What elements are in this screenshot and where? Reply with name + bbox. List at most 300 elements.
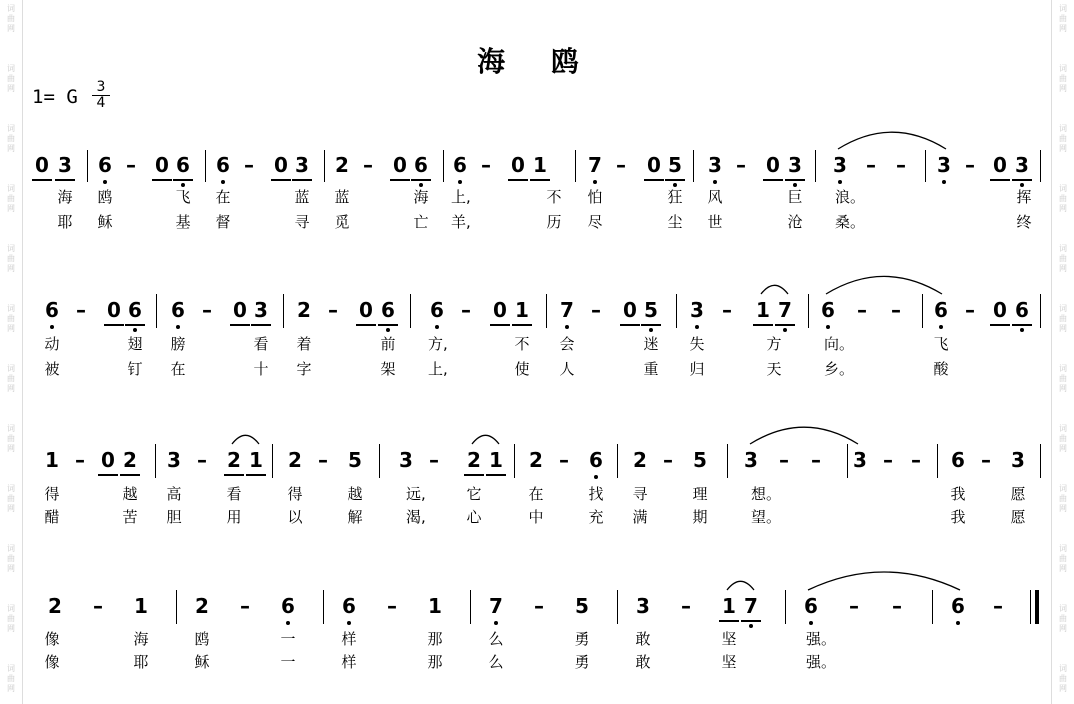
lyric-2-char: 被 <box>44 360 60 378</box>
lyric-2-char: 督 <box>215 213 231 231</box>
note: 0 <box>155 153 169 177</box>
note: 1 <box>249 448 263 472</box>
watermark-char: 曲 <box>7 614 15 623</box>
dash-extension: – <box>197 448 207 472</box>
slur-arc <box>750 427 858 444</box>
lyric-2-char: 耶 <box>57 213 73 231</box>
note: 3 <box>1015 153 1029 177</box>
note: 6 <box>589 448 603 472</box>
note: 0 <box>623 298 637 322</box>
lyric-2-char: 基 <box>175 213 191 231</box>
note: 1 <box>428 594 442 618</box>
dash-extension: – <box>318 448 328 472</box>
lyric-2-char: 坚 <box>721 653 737 671</box>
watermark-char: 网 <box>7 384 15 393</box>
note: 3 <box>690 298 704 322</box>
lyric-2-char: 望。 <box>751 508 782 526</box>
lyric-2-char: 胆 <box>166 508 182 526</box>
note: 2 <box>335 153 349 177</box>
lyric-2-char: 乡。 <box>824 360 855 378</box>
note: 5 <box>575 594 589 618</box>
note: 5 <box>668 153 682 177</box>
lyric-1-char: 理 <box>692 485 708 503</box>
watermark-char: 曲 <box>1059 74 1067 83</box>
note: 0 <box>493 298 507 322</box>
lyric-2-char: 人 <box>559 360 575 378</box>
dash-extension: – <box>534 594 544 618</box>
lyric-1-char: 方 <box>766 335 782 353</box>
lyric-2-char: 强。 <box>806 653 837 671</box>
watermark-char: 词 <box>1059 244 1067 253</box>
lyric-2-char: 愿 <box>1010 508 1026 526</box>
dash-extension: – <box>481 153 491 177</box>
lyric-1-char: 寻 <box>632 485 648 503</box>
lyric-1-char: 得 <box>44 485 60 503</box>
watermark-char: 曲 <box>7 314 15 323</box>
slur-arc <box>838 132 946 149</box>
note: 2 <box>467 448 481 472</box>
lyric-1-char: 着 <box>296 335 312 353</box>
watermark-char: 网 <box>1059 264 1067 273</box>
dash-extension: – <box>779 448 789 472</box>
watermark-char: 曲 <box>1059 194 1067 203</box>
watermark-char: 曲 <box>1059 134 1067 143</box>
lyric-2-char: 归 <box>689 360 705 378</box>
dash-extension: – <box>736 153 746 177</box>
watermark-char: 曲 <box>1059 614 1067 623</box>
lyric-2-char: 重 <box>643 360 659 378</box>
lyric-2-char: 苦 <box>122 508 138 526</box>
watermark-char: 网 <box>7 504 15 513</box>
dash-extension: – <box>240 594 250 618</box>
watermark-char: 网 <box>1059 24 1067 33</box>
watermark-char: 词 <box>1059 484 1067 493</box>
note: 0 <box>233 298 247 322</box>
lyric-2-char: 钉 <box>127 360 143 378</box>
watermark-char: 网 <box>1059 504 1067 513</box>
note: 6 <box>1015 298 1029 322</box>
lyric-2-char: 字 <box>296 360 312 378</box>
lyric-1-char: 飞 <box>175 188 191 206</box>
note: 6 <box>171 298 185 322</box>
lyric-1-char: 失 <box>689 335 705 353</box>
watermark-char: 网 <box>1059 684 1067 693</box>
dash-extension: – <box>993 594 1003 618</box>
watermark-char: 网 <box>7 444 15 453</box>
watermark-char: 词 <box>7 304 15 313</box>
lyric-1-char: 在 <box>528 485 544 503</box>
note: 3 <box>254 298 268 322</box>
lyric-2-char: 历 <box>546 213 562 231</box>
lyric-1-char: 蓝 <box>334 188 350 206</box>
lyric-2-char: 充 <box>588 508 604 526</box>
watermark-char: 曲 <box>1059 434 1067 443</box>
lyric-2-char: 世 <box>707 213 723 231</box>
watermark-char: 网 <box>1059 144 1067 153</box>
watermark-char: 词 <box>7 124 15 133</box>
watermark-char: 网 <box>7 264 15 273</box>
note: 7 <box>744 594 758 618</box>
lyric-2-char: 期 <box>692 508 708 526</box>
watermark-char: 词 <box>7 664 15 673</box>
note: 6 <box>804 594 818 618</box>
lyric-1-char: 海 <box>413 188 429 206</box>
watermark-char: 曲 <box>1059 314 1067 323</box>
watermark-char: 曲 <box>1059 14 1067 23</box>
lyric-1-char: 越 <box>347 485 363 503</box>
watermark-char: 曲 <box>1059 374 1067 383</box>
note: 3 <box>167 448 181 472</box>
note: 6 <box>414 153 428 177</box>
note: 2 <box>227 448 241 472</box>
dash-extension: – <box>461 298 471 322</box>
watermark-char: 词 <box>7 484 15 493</box>
note: 3 <box>708 153 722 177</box>
lyric-2-char: 使 <box>514 360 530 378</box>
watermark-char: 网 <box>1059 84 1067 93</box>
slur-arc <box>232 435 259 444</box>
lyric-1-char: 它 <box>466 485 482 503</box>
key-signature: 1= G <box>32 86 78 108</box>
lyric-2-char: 觅 <box>334 213 350 231</box>
lyric-2-char: 那 <box>427 653 443 671</box>
watermark-char: 词 <box>1059 664 1067 673</box>
lyric-2-char: 渴, <box>406 508 426 526</box>
watermark-char: 网 <box>7 204 15 213</box>
note: 6 <box>951 594 965 618</box>
dash-extension: – <box>892 594 902 618</box>
dash-extension: – <box>328 298 338 322</box>
watermark-char: 网 <box>1059 384 1067 393</box>
watermark-char: 词 <box>1059 124 1067 133</box>
watermark-char: 网 <box>1059 204 1067 213</box>
lyric-2-char: 稣 <box>194 653 210 671</box>
lyric-1-char: 不 <box>546 188 562 206</box>
lyric-1-char: 巨 <box>787 188 803 206</box>
lyric-1-char: 不 <box>514 335 530 353</box>
note: 3 <box>1011 448 1025 472</box>
lyric-1-char: 风 <box>707 188 723 206</box>
lyric-1-char: 蓝 <box>294 188 310 206</box>
watermark-char: 词 <box>1059 304 1067 313</box>
note: 2 <box>288 448 302 472</box>
note: 6 <box>453 153 467 177</box>
note: 0 <box>274 153 288 177</box>
watermark-char: 词 <box>1059 184 1067 193</box>
dash-extension: – <box>616 153 626 177</box>
note: 0 <box>766 153 780 177</box>
dash-extension: – <box>981 448 991 472</box>
lyric-1-char: 么 <box>488 630 504 648</box>
dash-extension: – <box>244 153 254 177</box>
lyric-2-char: 中 <box>528 508 544 526</box>
note: 6 <box>45 298 59 322</box>
lyric-2-char: 一 <box>280 653 296 671</box>
note: 0 <box>101 448 115 472</box>
dash-extension: – <box>883 448 893 472</box>
lyric-1-char: 坚 <box>721 630 737 648</box>
lyric-2-char: 桑。 <box>835 213 866 231</box>
note: 0 <box>107 298 121 322</box>
dash-extension: – <box>811 448 821 472</box>
note: 3 <box>58 153 72 177</box>
note: 5 <box>693 448 707 472</box>
watermark-char: 曲 <box>7 254 15 263</box>
watermark-char: 词 <box>1059 544 1067 553</box>
watermark-char: 网 <box>1059 624 1067 633</box>
watermark-char: 曲 <box>7 434 15 443</box>
watermark-char: 曲 <box>1059 674 1067 683</box>
lyric-1-char: 飞 <box>933 335 949 353</box>
lyric-1-char: 动 <box>44 335 60 353</box>
lyric-1-char: 找 <box>588 485 604 503</box>
watermark-char: 网 <box>7 684 15 693</box>
lyric-1-char: 上, <box>451 188 471 206</box>
watermark-char: 曲 <box>7 554 15 563</box>
lyric-1-char: 迷 <box>643 335 659 353</box>
lyric-1-char: 看 <box>226 485 242 503</box>
lyric-1-char: 像 <box>44 630 60 648</box>
lyric-1-char: 方, <box>428 335 448 353</box>
watermark-char: 曲 <box>1059 554 1067 563</box>
note: 1 <box>45 448 59 472</box>
lyric-1-char: 海 <box>133 630 149 648</box>
note: 5 <box>644 298 658 322</box>
watermark-char: 曲 <box>7 194 15 203</box>
watermark-char: 曲 <box>7 674 15 683</box>
lyric-2-char: 架 <box>380 360 396 378</box>
watermark-char: 词 <box>7 604 15 613</box>
lyric-1-char: 膀 <box>170 335 186 353</box>
note: 2 <box>195 594 209 618</box>
watermark-char: 网 <box>7 624 15 633</box>
lyric-2-char: 勇 <box>574 653 590 671</box>
lyric-2-char: 心 <box>466 508 482 526</box>
lyric-1-char: 愿 <box>1010 485 1026 503</box>
note: 1 <box>489 448 503 472</box>
watermark-char: 曲 <box>7 134 15 143</box>
lyric-2-char: 亡 <box>413 213 429 231</box>
lyric-2-char: 以 <box>287 508 303 526</box>
dash-extension: – <box>429 448 439 472</box>
note: 3 <box>853 448 867 472</box>
note: 3 <box>744 448 758 472</box>
dash-extension: – <box>849 594 859 618</box>
dash-extension: – <box>866 153 876 177</box>
watermark-char: 词 <box>1059 604 1067 613</box>
lyric-1-char: 越 <box>122 485 138 503</box>
note: 3 <box>399 448 413 472</box>
lyric-2-char: 么 <box>488 653 504 671</box>
note: 6 <box>342 594 356 618</box>
lyric-1-char: 远, <box>406 485 426 503</box>
lyric-1-char: 翅 <box>127 335 143 353</box>
lyric-2-char: 酸 <box>933 360 949 378</box>
lyric-2-char: 我 <box>950 508 966 526</box>
note: 2 <box>297 298 311 322</box>
dash-extension: – <box>363 153 373 177</box>
lyric-2-char: 终 <box>1016 213 1032 231</box>
dash-extension: – <box>76 298 86 322</box>
note: 1 <box>134 594 148 618</box>
watermark-char: 网 <box>7 324 15 333</box>
lyric-2-char: 耶 <box>133 653 149 671</box>
note: 6 <box>98 153 112 177</box>
lyric-1-char: 我 <box>950 485 966 503</box>
lyric-1-char: 前 <box>380 335 396 353</box>
watermark-char: 词 <box>1059 4 1067 13</box>
note: 0 <box>993 298 1007 322</box>
dash-extension: – <box>896 153 906 177</box>
lyric-2-char: 羊, <box>451 213 471 231</box>
lyric-1-char: 高 <box>166 485 182 503</box>
note: 0 <box>35 153 49 177</box>
note: 7 <box>560 298 574 322</box>
note: 2 <box>529 448 543 472</box>
lyric-1-char: 得 <box>287 485 303 503</box>
note: 6 <box>951 448 965 472</box>
lyric-1-char: 敢 <box>635 630 651 648</box>
lyric-1-char: 样 <box>341 630 357 648</box>
lyric-2-char: 天 <box>766 360 782 378</box>
dash-extension: – <box>387 594 397 618</box>
slur-arc <box>808 572 960 590</box>
watermark-char: 词 <box>1059 64 1067 73</box>
lyric-1-char: 怕 <box>587 188 603 206</box>
lyric-2-char: 敢 <box>635 653 651 671</box>
lyric-2-char: 像 <box>44 653 60 671</box>
lyric-1-char: 鸥 <box>194 630 210 648</box>
note: 1 <box>515 298 529 322</box>
watermark-char: 曲 <box>7 14 15 23</box>
note: 2 <box>633 448 647 472</box>
time-signature-numerator: 3 <box>92 80 110 96</box>
watermark-char: 词 <box>1059 424 1067 433</box>
watermark-char: 词 <box>1059 364 1067 373</box>
lyric-1-char: 海 <box>57 188 73 206</box>
dash-extension: – <box>857 298 867 322</box>
dash-extension: – <box>965 298 975 322</box>
slur-arc <box>472 435 499 444</box>
lyric-1-char: 那 <box>427 630 443 648</box>
slur-arc <box>727 581 754 590</box>
watermark-char: 网 <box>1059 324 1067 333</box>
lyric-1-char: 会 <box>559 335 575 353</box>
note: 1 <box>533 153 547 177</box>
note: 3 <box>833 153 847 177</box>
watermark-char: 词 <box>7 4 15 13</box>
note: 3 <box>937 153 951 177</box>
note: 6 <box>216 153 230 177</box>
lyric-1-char: 狂 <box>667 188 683 206</box>
note: 6 <box>381 298 395 322</box>
dash-extension: – <box>663 448 673 472</box>
dash-extension: – <box>202 298 212 322</box>
watermark-char: 曲 <box>1059 494 1067 503</box>
note: 0 <box>393 153 407 177</box>
dash-extension: – <box>965 153 975 177</box>
note: 6 <box>821 298 835 322</box>
lyric-1-char: 强。 <box>806 630 837 648</box>
watermark-char: 网 <box>7 564 15 573</box>
lyric-2-char: 寻 <box>294 213 310 231</box>
note: 0 <box>647 153 661 177</box>
lyric-2-char: 尽 <box>587 213 603 231</box>
lyric-2-char: 稣 <box>97 213 113 231</box>
note: 1 <box>756 298 770 322</box>
lyric-1-char: 一 <box>280 630 296 648</box>
lyric-1-char: 勇 <box>574 630 590 648</box>
lyric-2-char: 满 <box>632 508 648 526</box>
watermark-char: 网 <box>1059 564 1067 573</box>
slur-arc <box>826 276 942 294</box>
dash-extension: – <box>75 448 85 472</box>
lyric-2-char: 解 <box>347 508 363 526</box>
dash-extension: – <box>911 448 921 472</box>
note: 3 <box>636 594 650 618</box>
dash-extension: – <box>891 298 901 322</box>
watermark-char: 曲 <box>7 74 15 83</box>
watermark-char: 词 <box>7 64 15 73</box>
note: 0 <box>993 153 1007 177</box>
note: 1 <box>722 594 736 618</box>
lyric-1-char: 在 <box>215 188 231 206</box>
note: 7 <box>489 594 503 618</box>
watermark-char: 词 <box>7 244 15 253</box>
watermark-char: 词 <box>7 544 15 553</box>
song-title: 海 鸥 <box>477 45 597 78</box>
dash-extension: – <box>93 594 103 618</box>
slur-arc <box>761 285 788 294</box>
dash-extension: – <box>126 153 136 177</box>
lyric-1-char: 浪。 <box>835 188 866 206</box>
lyric-2-char: 醋 <box>44 508 60 526</box>
dash-extension: – <box>591 298 601 322</box>
watermark-char: 曲 <box>7 374 15 383</box>
watermark-char: 网 <box>1059 444 1067 453</box>
note: 3 <box>295 153 309 177</box>
lyric-2-char: 上, <box>428 360 448 378</box>
time-signature-denominator: 4 <box>96 95 106 111</box>
note: 6 <box>430 298 444 322</box>
note: 6 <box>934 298 948 322</box>
watermark-char: 曲 <box>7 494 15 503</box>
note: 6 <box>176 153 190 177</box>
note: 5 <box>348 448 362 472</box>
watermark-char: 网 <box>7 24 15 33</box>
lyric-1-char: 向。 <box>824 335 855 353</box>
lyric-2-char: 在 <box>170 360 186 378</box>
lyric-2-char: 沧 <box>787 213 803 231</box>
note: 6 <box>281 594 295 618</box>
note: 0 <box>359 298 373 322</box>
watermark-char: 网 <box>7 84 15 93</box>
lyric-1-char: 挥 <box>1016 188 1032 206</box>
lyric-1-char: 鸥 <box>97 188 113 206</box>
note: 7 <box>778 298 792 322</box>
lyric-2-char: 用 <box>226 508 242 526</box>
lyric-2-char: 尘 <box>667 213 683 231</box>
note: 2 <box>48 594 62 618</box>
note: 3 <box>788 153 802 177</box>
watermark-char: 词 <box>7 184 15 193</box>
lyric-1-char: 看 <box>253 335 269 353</box>
lyric-2-char: 样 <box>341 653 357 671</box>
watermark-char: 曲 <box>1059 254 1067 263</box>
note: 6 <box>128 298 142 322</box>
watermark-char: 词 <box>7 364 15 373</box>
watermark-char: 词 <box>7 424 15 433</box>
